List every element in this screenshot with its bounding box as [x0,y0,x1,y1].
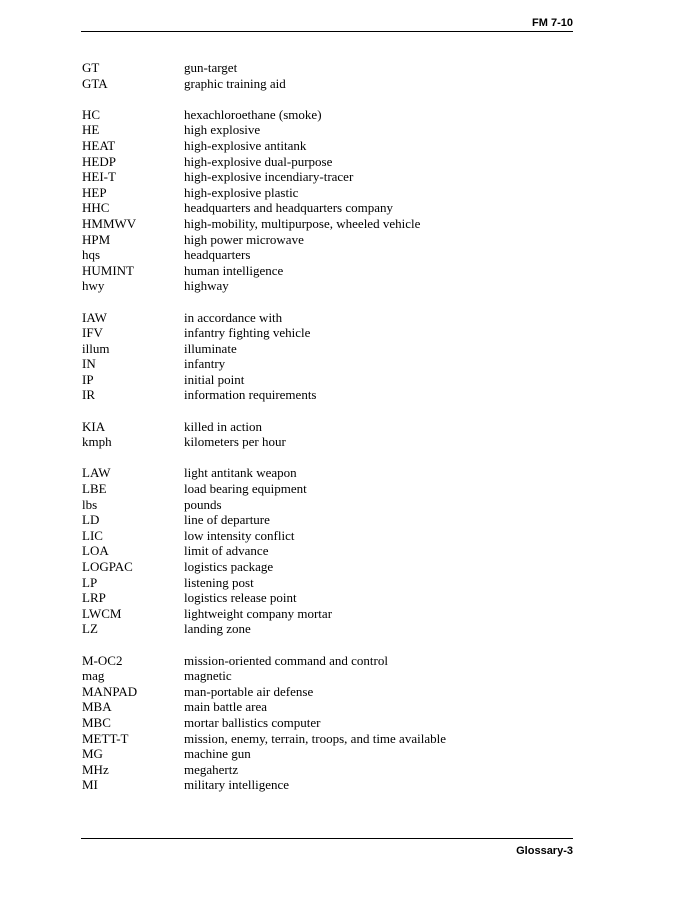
glossary-group [82,310,572,404]
glossary-entry [82,372,572,388]
glossary-term: HC [82,106,101,122]
glossary-definition: high-mobility, multipurpose, wheeled vehicle [184,215,421,231]
glossary-entry [82,60,572,76]
glossary-entry [82,684,572,700]
glossary-term: HE [82,122,100,138]
glossary-definition: illuminate [184,340,237,356]
glossary-definition: megahertz [184,761,239,777]
glossary-definition: headquarters [184,247,251,263]
glossary-definition: landing zone [184,621,251,637]
glossary-definition: high power microwave [184,231,304,247]
glossary-entry [82,746,572,762]
glossary-definition: listening post [184,574,254,590]
glossary-group [82,107,572,294]
glossary-term: HEI-T [82,169,116,185]
glossary-term: MHz [82,761,109,777]
glossary-entry [82,154,572,170]
glossary-term: HEDP [82,153,116,169]
glossary-entry [82,325,572,341]
glossary-entry [82,762,572,778]
glossary-entry [82,434,572,450]
glossary-term: mag [82,668,105,684]
glossary-term: hwy [82,278,105,294]
glossary-entry [82,263,572,279]
glossary-term: LRP [82,590,106,606]
glossary-term: HEAT [82,137,116,153]
glossary-definition: main battle area [184,699,268,715]
glossary-term: MI [82,777,98,793]
glossary-entry [82,419,572,435]
footer-rule [81,838,573,839]
glossary-term: LAW [82,465,111,481]
glossary-entry [82,777,572,793]
glossary-entry [82,621,572,637]
glossary-term: LOGPAC [82,559,133,574]
glossary-definition: mission, enemy, terrain, troops, and time available [184,730,446,746]
glossary-term: IFV [82,325,103,341]
glossary-definition: killed in action [184,418,262,434]
glossary-definition: high-explosive dual-purpose [184,153,333,169]
glossary-definition: mortar ballistics computer [184,714,321,730]
glossary-definition: line of departure [184,512,270,528]
glossary-entry [82,216,572,232]
glossary-definition: man-portable air defense [184,683,314,699]
glossary-entry [82,481,572,497]
glossary-term: LIC [82,527,103,543]
glossary-term: lbs [82,496,98,512]
glossary-term: LP [82,574,98,590]
glossary-term: LOA [82,543,109,559]
glossary-entry [82,512,572,528]
glossary-entry [82,497,572,513]
glossary-term: HMMWV [82,215,137,231]
glossary-entry [82,310,572,326]
glossary-list [82,60,572,809]
glossary-term: IAW [82,309,107,325]
glossary-term: LD [82,512,100,528]
glossary-definition: limit of advance [184,543,269,559]
glossary-definition: pounds [184,496,222,512]
glossary-definition: infantry fighting vehicle [184,325,311,341]
glossary-term: LWCM [82,605,122,621]
glossary-definition: logistics release point [184,590,297,606]
glossary-definition: low intensity conflict [184,527,295,543]
glossary-definition: gun-target [184,60,238,75]
glossary-definition: in accordance with [184,309,283,325]
glossary-term: illum [82,340,110,356]
glossary-definition: magnetic [184,668,232,684]
glossary-entry [82,200,572,216]
glossary-entry [82,169,572,185]
glossary-entry [82,185,572,201]
glossary-term: kmph [82,434,112,450]
glossary-definition: initial point [184,371,245,387]
glossary-term: IP [82,371,94,387]
glossary-entry [82,653,572,669]
glossary-entry [82,559,572,575]
glossary-term: IR [82,387,95,403]
glossary-entry [82,575,572,591]
glossary-definition: kilometers per hour [184,434,286,450]
header-rule [81,31,573,32]
page-number: Glossary-3 [516,845,573,857]
glossary-term: hqs [82,247,101,263]
glossary-group [82,60,572,91]
glossary-entry [82,543,572,559]
glossary-definition: light antitank weapon [184,465,297,481]
glossary-term: HEP [82,184,107,200]
glossary-term: KIA [82,418,106,434]
glossary-definition: high-explosive plastic [184,184,299,200]
glossary-definition: headquarters and headquarters company [184,200,393,216]
glossary-entry [82,731,572,747]
running-header: FM 7-10 [532,17,573,29]
glossary-term: GTA [82,75,108,91]
glossary-term: MANPAD [82,683,138,699]
glossary-term: LBE [82,481,107,497]
glossary-definition: high explosive [184,122,261,138]
glossary-entry [82,76,572,92]
glossary-entry [82,107,572,123]
glossary-definition: hexachloroethane (smoke) [184,106,322,122]
glossary-entry [82,278,572,294]
glossary-term: GT [82,60,100,75]
glossary-entry [82,606,572,622]
glossary-term: HHC [82,200,110,216]
glossary-definition: lightweight company mortar [184,605,333,621]
glossary-group [82,419,572,450]
glossary-definition: highway [184,278,229,294]
glossary-definition: information requirements [184,387,317,403]
glossary-term: MG [82,746,103,762]
glossary-entry [82,465,572,481]
glossary-term: M-OC2 [82,652,123,668]
glossary-entry [82,590,572,606]
glossary-entry [82,247,572,263]
glossary-term: LZ [82,621,98,637]
glossary-entry [82,356,572,372]
glossary-entry [82,668,572,684]
glossary-term: MBC [82,714,111,730]
glossary-entry [82,699,572,715]
glossary-group [82,465,572,637]
glossary-definition: machine gun [184,746,251,762]
glossary-entry [82,715,572,731]
glossary-entry [82,122,572,138]
glossary-group [82,653,572,793]
glossary-entry [82,387,572,403]
glossary-definition: logistics package [184,559,274,574]
glossary-entry [82,232,572,248]
glossary-definition: human intelligence [184,262,284,278]
glossary-term: HPM [82,231,111,247]
glossary-definition: military intelligence [184,777,290,793]
glossary-entry [82,138,572,154]
glossary-entry [82,341,572,357]
glossary-definition: mission-oriented command and control [184,652,388,668]
glossary-term: MBA [82,699,112,715]
glossary-term: IN [82,356,96,372]
glossary-definition: graphic training aid [184,75,286,91]
glossary-entry [82,528,572,544]
glossary-term: HUMINT [82,262,134,278]
glossary-definition: infantry [184,356,226,372]
glossary-definition: high-explosive incendiary-tracer [184,169,354,185]
glossary-term: METT-T [82,730,129,746]
glossary-definition: load bearing equipment [184,481,307,497]
glossary-definition: high-explosive antitank [184,137,307,153]
